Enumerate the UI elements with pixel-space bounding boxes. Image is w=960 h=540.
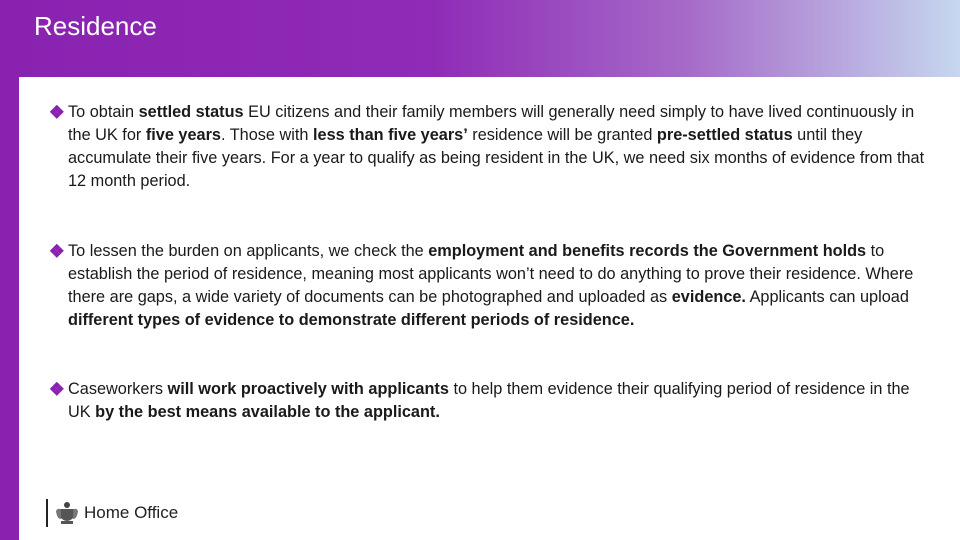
bullet-item: [50, 378, 930, 424]
logo-text: Home Office: [84, 503, 179, 522]
bullet-list: [50, 101, 930, 424]
royal-crest-icon: [54, 500, 80, 526]
text-segment: until they accumulate their five years. For a year to qualify as being resident in the UK, we need six months of evidence from that 12 month period.: [68, 126, 925, 190]
slide-title: Residence: [34, 11, 157, 41]
text-segment: To lessen the burden on applicants, we check the: [68, 242, 429, 260]
bullet-item: [50, 240, 930, 332]
text-segment: to establish the period of residence, meaning most applicants won’t need to do anything to prove their residence. Where there are gaps, a wide variety of documents can be photographed and uploaded as: [68, 242, 914, 306]
text-segment: EU citizens and their family members will generally need simply to have lived continuously in the UK for: [68, 103, 915, 144]
text-segment: Applicants can upload: [745, 288, 909, 306]
bold-segment: five years: [145, 126, 221, 144]
bold-segment: less than five years’: [312, 126, 468, 144]
diamond-bullet-icon: [50, 244, 64, 258]
logo-divider: [46, 499, 48, 527]
bullet-item: [50, 101, 930, 193]
text-segment: To obtain: [68, 103, 139, 121]
text-segment: residence will be granted: [467, 126, 657, 144]
bold-segment: different types of evidence to demonstrate different periods of residence.: [68, 311, 635, 329]
home-office-logo: [46, 498, 226, 528]
diamond-bullet-icon: [50, 382, 64, 396]
text-segment: Caseworkers: [68, 380, 168, 398]
diamond-bullet-icon: [50, 105, 64, 119]
bullet-text: [68, 242, 913, 329]
bullet-text: [68, 103, 924, 190]
bold-segment: by the best means available to the applicant.: [95, 403, 440, 421]
text-segment: to help them evidence their qualifying period of residence in the UK: [68, 380, 910, 421]
bold-segment: evidence.: [671, 288, 746, 306]
bold-segment: employment and benefits records the Government holds: [428, 242, 867, 260]
bold-segment: pre-settled status: [656, 126, 793, 144]
text-segment: . Those with: [220, 126, 313, 144]
bold-segment: will work proactively with applicants: [167, 380, 449, 398]
bold-segment: settled status: [138, 103, 244, 121]
bullet-text: [68, 380, 910, 421]
